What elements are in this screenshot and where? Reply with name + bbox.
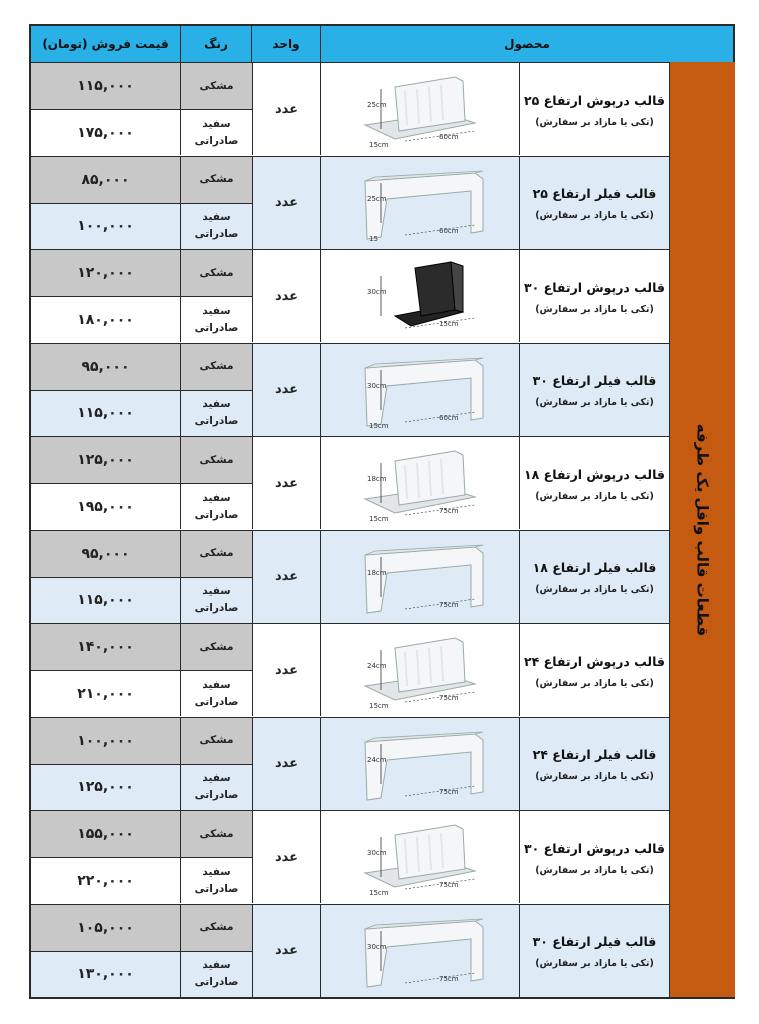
unit-cell: عدد — [252, 905, 321, 997]
product-row — [31, 343, 669, 437]
price-table — [29, 24, 735, 999]
white-color-label: سفید صادراتی — [181, 951, 252, 997]
product-name: قالب درپوش ارتفاع ۱۸ — [524, 466, 665, 482]
black-price: ۹۵,۰۰۰ — [31, 531, 181, 577]
unit-cell: عدد — [252, 250, 321, 342]
svg-text:75cm: 75cm — [439, 507, 459, 515]
svg-text:60cm: 60cm — [439, 413, 459, 422]
svg-text:30cm: 30cm — [367, 849, 387, 857]
product-note: (تکی یا مازاد بر سفارش) — [535, 397, 654, 408]
product-name: قالب فیلر ارتفاع ۲۵ — [532, 186, 657, 201]
white-color-label: سفید صادراتی — [181, 296, 252, 342]
black-price: ۱۲۵,۰۰۰ — [31, 437, 181, 483]
black-color-label: مشکی — [181, 905, 252, 951]
white-price: ۱۲۵,۰۰۰ — [31, 764, 181, 810]
svg-text:24cm: 24cm — [367, 755, 387, 764]
white-color-label: سفید صادراتی — [181, 483, 252, 529]
product-row — [31, 436, 669, 530]
product-row — [31, 249, 669, 343]
svg-text:30cm: 30cm — [367, 381, 387, 390]
product-name: قالب درپوش ارتفاع ۲۵ — [524, 92, 665, 108]
svg-text:75cm: 75cm — [439, 600, 459, 609]
white-color-label: سفید صادراتی — [181, 203, 252, 249]
svg-text:15cm: 15cm — [369, 889, 389, 897]
product-note: (تکی یا مازاد بر سفارش) — [535, 210, 654, 221]
product-row — [31, 62, 669, 156]
white-color-label: سفید صادراتی — [181, 764, 252, 810]
white-color-label: سفید صادراتی — [181, 109, 252, 155]
product-name-cell — [520, 811, 669, 903]
black-price: ۱۵۵,۰۰۰ — [31, 811, 181, 857]
black-color-label: مشکی — [181, 157, 252, 203]
white-color-label: سفید صادراتی — [181, 670, 252, 716]
black-cover-mold-image — [335, 254, 505, 338]
product-name-cell — [520, 344, 669, 436]
svg-text:24cm: 24cm — [367, 662, 387, 670]
product-name: قالب فیلر ارتفاع ۳۰ — [532, 373, 657, 388]
white-price: ۲۲۰,۰۰۰ — [31, 857, 181, 903]
product-image — [321, 437, 520, 529]
white-price: ۱۷۵,۰۰۰ — [31, 109, 181, 155]
white-price: ۱۳۰,۰۰۰ — [31, 951, 181, 997]
black-price: ۱۱۵,۰۰۰ — [31, 63, 181, 109]
white-price: ۱۸۰,۰۰۰ — [31, 296, 181, 342]
svg-text:25cm: 25cm — [367, 101, 387, 109]
product-row — [31, 904, 669, 998]
product-note: (تکی یا مازاد بر سفارش) — [535, 958, 654, 969]
white-price: ۱۱۵,۰۰۰ — [31, 577, 181, 623]
product-rows — [31, 62, 669, 997]
product-note: (تکی یا مازاد بر سفارش) — [535, 771, 654, 782]
svg-text:25cm: 25cm — [367, 194, 387, 203]
product-image — [321, 905, 520, 997]
product-name: قالب فیلر ارتفاع ۲۴ — [532, 747, 657, 762]
white-color-label: سفید صادراتی — [181, 390, 252, 436]
product-image — [321, 624, 520, 716]
svg-text:75cm: 75cm — [439, 881, 459, 889]
filler-mold-image — [335, 909, 505, 993]
unit-cell: عدد — [252, 157, 321, 249]
svg-text:30cm: 30cm — [367, 942, 387, 951]
svg-text:15cm: 15cm — [369, 515, 389, 523]
svg-text:18cm: 18cm — [367, 568, 387, 577]
black-color-label: مشکی — [181, 624, 252, 670]
product-name: قالب درپوش ارتفاع ۲۴ — [524, 653, 665, 669]
white-price: ۱۹۵,۰۰۰ — [31, 483, 181, 529]
product-image — [321, 531, 520, 623]
product-note: (تکی یا مازاد بر سفارش) — [535, 303, 654, 315]
black-color-label: مشکی — [181, 250, 252, 296]
header-price: قیمت فروش (تومان) — [31, 26, 181, 62]
svg-text:15cm: 15cm — [369, 141, 389, 149]
product-name: قالب فیلر ارتفاع ۳۰ — [532, 934, 657, 949]
product-name-cell — [520, 157, 669, 249]
filler-mold-image — [335, 535, 505, 619]
product-name-cell — [520, 718, 669, 810]
svg-text:15cm: 15cm — [369, 421, 389, 430]
black-price: ۸۵,۰۰۰ — [31, 157, 181, 203]
svg-text:60cm: 60cm — [439, 133, 459, 141]
cover-mold-image — [335, 67, 505, 151]
product-note: (تکی یا مازاد بر سفارش) — [535, 677, 654, 689]
black-color-label: مشکی — [181, 344, 252, 390]
black-price: ۱۴۰,۰۰۰ — [31, 624, 181, 670]
product-note: (تکی یا مازاد بر سفارش) — [535, 116, 654, 128]
product-name-cell — [520, 624, 669, 716]
header-unit: واحد — [252, 26, 321, 62]
product-image — [321, 718, 520, 810]
black-color-label: مشکی — [181, 437, 252, 483]
filler-mold-image — [335, 722, 505, 806]
black-price: ۱۰۰,۰۰۰ — [31, 718, 181, 764]
white-price: ۱۰۰,۰۰۰ — [31, 203, 181, 249]
category-text: قطعات قالب وافل یک طرفه — [693, 423, 712, 636]
white-price: ۲۱۰,۰۰۰ — [31, 670, 181, 716]
white-price: ۱۱۵,۰۰۰ — [31, 390, 181, 436]
product-name-cell — [520, 531, 669, 623]
product-row — [31, 623, 669, 717]
product-image — [321, 250, 520, 342]
svg-text:30cm: 30cm — [367, 288, 387, 296]
unit-cell: عدد — [252, 437, 321, 529]
product-name: قالب درپوش ارتفاع ۳۰ — [524, 279, 665, 295]
unit-cell: عدد — [252, 531, 321, 623]
svg-text:75cm: 75cm — [439, 787, 459, 796]
black-color-label: مشکی — [181, 718, 252, 764]
white-color-label: سفید صادراتی — [181, 857, 252, 903]
product-name-cell — [520, 905, 669, 997]
product-name-cell — [520, 250, 669, 342]
product-note: (تکی یا مازاد بر سفارش) — [535, 490, 654, 502]
svg-text:15: 15 — [369, 234, 378, 243]
black-color-label: مشکی — [181, 811, 252, 857]
product-image — [321, 811, 520, 903]
product-row — [31, 530, 669, 624]
product-note: (تکی یا مازاد بر سفارش) — [535, 864, 654, 876]
svg-text:75cm: 75cm — [439, 974, 459, 983]
header-color: رنگ — [181, 26, 252, 62]
black-color-label: مشکی — [181, 63, 252, 109]
unit-cell: عدد — [252, 718, 321, 810]
black-price: ۱۲۰,۰۰۰ — [31, 250, 181, 296]
black-price: ۹۵,۰۰۰ — [31, 344, 181, 390]
black-price: ۱۰۵,۰۰۰ — [31, 905, 181, 951]
product-note: (تکی یا مازاد بر سفارش) — [535, 584, 654, 595]
cover-mold-image — [335, 628, 505, 712]
product-name: قالب درپوش ارتفاع ۳۰ — [524, 840, 665, 856]
category-label — [669, 62, 735, 997]
filler-mold-image — [335, 348, 505, 432]
svg-text:15cm: 15cm — [369, 702, 389, 710]
cover-mold-image — [335, 441, 505, 525]
svg-text:60cm: 60cm — [439, 226, 459, 235]
product-image — [321, 63, 520, 155]
unit-cell: عدد — [252, 63, 321, 155]
product-row — [31, 810, 669, 904]
unit-cell: عدد — [252, 811, 321, 903]
product-row — [31, 717, 669, 811]
product-row — [31, 156, 669, 250]
filler-mold-image — [335, 161, 505, 245]
svg-text:75cm: 75cm — [439, 694, 459, 702]
header-product: محصول — [321, 26, 733, 62]
product-name-cell — [520, 63, 669, 155]
svg-text:18cm: 18cm — [367, 475, 387, 483]
product-image — [321, 157, 520, 249]
product-name-cell — [520, 437, 669, 529]
white-color-label: سفید صادراتی — [181, 577, 252, 623]
unit-cell: عدد — [252, 344, 321, 436]
product-image — [321, 344, 520, 436]
black-color-label: مشکی — [181, 531, 252, 577]
product-name: قالب فیلر ارتفاع ۱۸ — [532, 560, 657, 575]
cover-mold-image — [335, 815, 505, 899]
unit-cell: عدد — [252, 624, 321, 716]
svg-text:15cm: 15cm — [439, 320, 459, 328]
